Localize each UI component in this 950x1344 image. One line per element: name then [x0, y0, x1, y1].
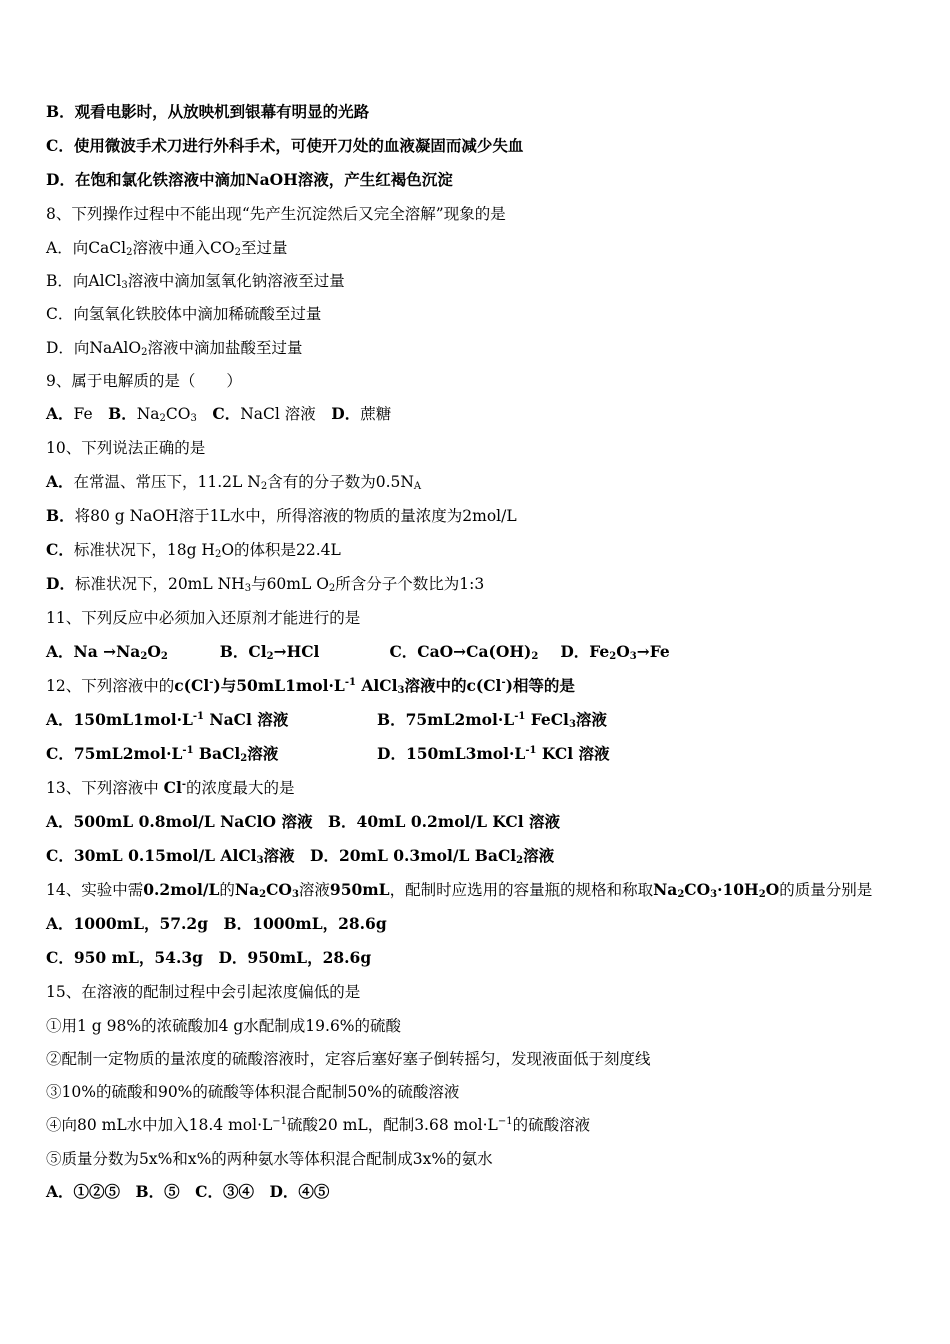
q15-item-1: ①用1 g 98%的浓硫酸加4 g水配制成19.6%的硫酸: [46, 1017, 402, 1035]
q13-options-ab: A．500mL 0.8mol/L NaClO 溶液 B．40mL 0.2mol/L KCl 溶液: [46, 812, 561, 831]
q8-option-b: B．向AlCl$_3$溶液中滴加氢氧化钠溶液至过量: [46, 272, 345, 291]
q12-stem: 12、下列溶液中的c(Cl-)与$50mL1mol\cdot L^{-1}$ AlCl$_3$溶液中的c(Cl-)相等的是: [46, 676, 575, 696]
q12-options-row2: C．$75mL2mol\cdot L^{-1}$ BaCl$_2$溶液 D．$150mL3mol\cdot L^{-1}$ KCl 溶液: [46, 744, 610, 764]
q10-stem: 10、下列说法正确的是: [46, 439, 206, 457]
q15-item-2: ②配制一定物质的量浓度的硫酸溶液时，定容后塞好塞子倒转摇匀，发现液面低于刻度线: [46, 1050, 651, 1068]
q10-option-c: C．标准状况下，18g $H_2O$的体积是22.4L: [46, 540, 341, 560]
q8-option-d: D．向NaAlO$_2$溶液中滴加盐酸至过量: [46, 339, 303, 358]
q8-option-a: A．向CaCl$_2$溶液中通入$CO_2$至过量: [46, 239, 288, 258]
q7-option-c: C．使用微波手术刀进行外科手术，可使开刀处的血液凝固而减少失血: [46, 136, 524, 155]
q10-option-d: D．标准状况下，20mL $NH_3$与60mL $O_2$所含分子个数比为1:3: [46, 574, 485, 594]
q10-option-a: A．在常温、常压下，11.2L $N_2$含有的分子数为$0.5N_A$: [46, 472, 422, 492]
q15-item-4: ④向80 mL水中加入18.4 $mol\cdot L^{-1}$硫酸20 mL，配制3.68 $mol\cdot L^{-1}$的硫酸溶液: [46, 1116, 591, 1134]
q13-options-cd: C．30mL 0.15mol/L AlCl$_3$溶液 D．20mL 0.3mol/L BaCl$_2$溶液: [46, 846, 555, 866]
q10-option-b: B．将80 g NaOH溶于1L水中，所得溶液的物质的量浓度为2mol/L: [46, 506, 517, 525]
q14-options-ab: A．1000mL，57.2g B．1000mL，28.6g: [46, 914, 387, 933]
q14-stem: 14、实验中需0.2mol/L的$Na_2CO_3$溶液950mL，配制时应选用的容量瓶的规格和称取$Na_2CO_3\cdot 10H_2O$的质量分别是: [46, 880, 873, 900]
q9-stem: 9、属于电解质的是（ ）: [46, 372, 242, 390]
q9-options: A．Fe B．$Na_2CO_3$ C．NaCl 溶液 D．蔗糖: [46, 404, 392, 424]
q12-options-row1: A．$150mL1mol\cdot L^{-1}$ NaCl 溶液 B．$75mL2mol\cdot L^{-1}$ FeCl$_3$溶液: [46, 710, 607, 730]
q13-stem: 13、下列溶液中 Cl-的浓度最大的是: [46, 778, 295, 797]
q7-option-b: B．观看电影时，从放映机到银幕有明显的光路: [46, 102, 370, 121]
q7-option-d: D．在饱和氯化铁溶液中滴加NaOH溶液，产生红褐色沉淀: [46, 170, 453, 189]
q14-options-cd: C．950 mL，54.3g D．950mL，28.6g: [46, 948, 372, 967]
q8-option-c: C．向氢氧化铁胶体中滴加稀硫酸至过量: [46, 305, 322, 323]
q10-option-c-tail: 的体积是22.4L: [234, 541, 341, 559]
q11-stem: 11、下列反应中必须加入还原剂才能进行的是: [46, 609, 361, 627]
q15-stem: 15、在溶液的配制过程中会引起浓度偏低的是: [46, 983, 361, 1001]
q15-item-3: ③10%的硫酸和90%的硫酸等体积混合配制50%的硫酸溶液: [46, 1083, 460, 1101]
q15-options: A．①②⑤ B．⑤ C．③④ D．④⑤: [46, 1182, 330, 1201]
q11-options: A．$Na \to Na_2O_2$ B．$Cl_2\to HCl$ C．$CaO\to Ca(OH)_2$ D．$Fe_2O_3\to Fe$: [46, 642, 670, 662]
q8-stem: 8、下列操作过程中不能出现“先产生沉淀然后又完全溶解”现象的是: [46, 205, 506, 223]
q15-item-5: ⑤质量分数为5x%和x%的两种氨水等体积混合配制成3x%的氨水: [46, 1150, 493, 1168]
